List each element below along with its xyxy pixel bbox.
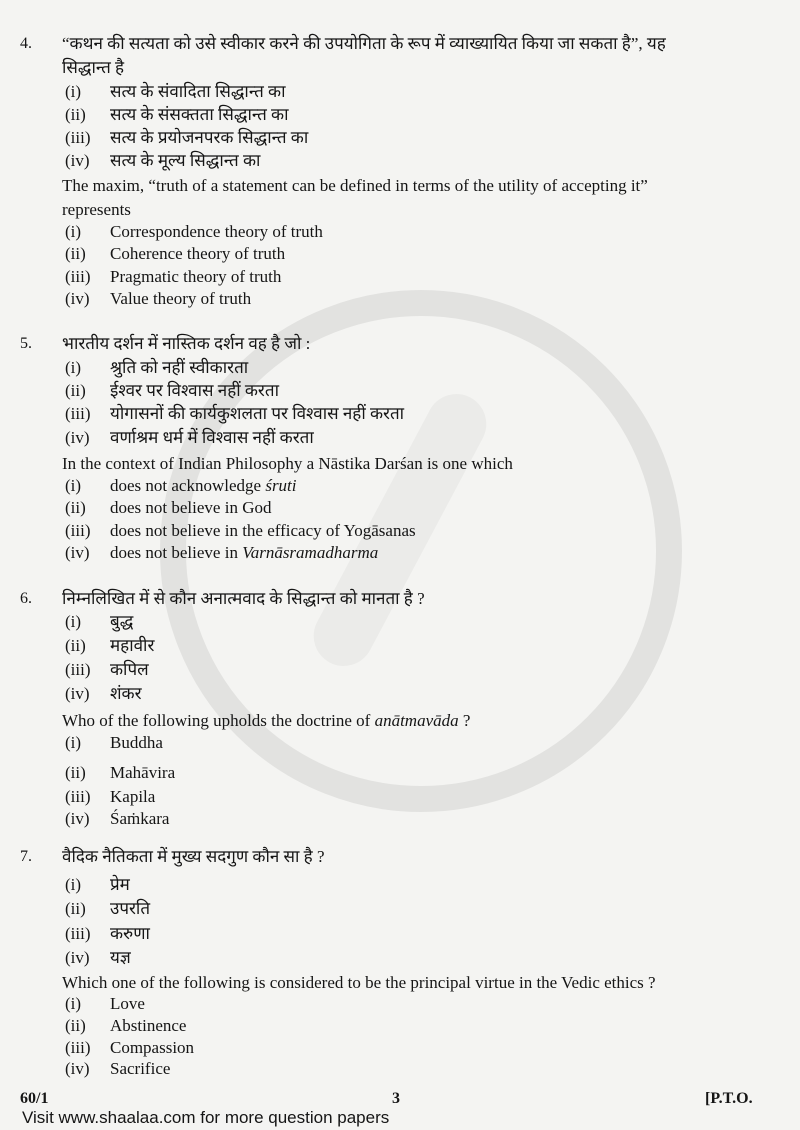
- option-text-hindi: उपरति: [110, 899, 151, 918]
- question-number: 6.: [20, 590, 32, 607]
- option-text-english: Value theory of truth: [110, 289, 252, 308]
- option-label: (ii): [65, 1016, 86, 1035]
- option-label: (ii): [65, 105, 86, 124]
- option-label: (iii): [65, 1038, 91, 1057]
- paper-code: 60/1: [20, 1090, 49, 1107]
- option-label: (iii): [65, 128, 91, 147]
- question-text-hindi: “कथन की सत्यता को उसे स्वीकार करने की उपयोगिता के रूप में व्याख्यायित किया जा सकता है”, यह: [62, 34, 666, 53]
- option-label: (i): [65, 994, 82, 1013]
- visit-link[interactable]: Visit www.shaalaa.com for more question papers: [22, 1108, 390, 1127]
- option-label: (i): [65, 358, 82, 377]
- option-text-english: Compassion: [110, 1038, 195, 1057]
- option-label: (i): [65, 612, 82, 631]
- option-text-hindi: कपिल: [110, 660, 149, 679]
- page-number: 3: [392, 1090, 400, 1107]
- option-label: (iii): [65, 924, 91, 943]
- option-text-english: does not believe in Varnāsramadharma: [110, 543, 379, 562]
- question-number: 7.: [20, 848, 32, 865]
- option-label: (ii): [65, 899, 86, 918]
- option-text-english: Śaṁkara: [110, 809, 170, 828]
- option-text-hindi: यज्ञ: [110, 948, 131, 967]
- option-label: (iv): [65, 1059, 90, 1078]
- question-text-english: In the context of Indian Philosophy a Nāstika Darśan is one which: [62, 454, 513, 473]
- option-text-hindi: सत्य के प्रयोजनपरक सिद्धान्त का: [110, 128, 309, 147]
- question-text-english: Who of the following upholds the doctrine of anātmavāda ?: [62, 711, 471, 730]
- option-text-english: Mahāvira: [110, 763, 176, 782]
- option-label: (iii): [65, 787, 91, 806]
- option-text-english: does not believe in God: [110, 498, 272, 517]
- option-label: (ii): [65, 636, 86, 655]
- option-label: (i): [65, 476, 82, 495]
- option-label: (iii): [65, 660, 91, 679]
- option-text-hindi: वर्णाश्रम धर्म में विश्वास नहीं करता: [110, 428, 314, 447]
- option-label: (i): [65, 222, 82, 241]
- option-label: (iv): [65, 948, 90, 967]
- option-label: (ii): [65, 381, 86, 400]
- question-text-english: The maxim, “truth of a statement can be defined in terms of the utility of accepting it”: [62, 176, 648, 195]
- question-text-hindi: वैदिक नैतिकता में मुख्य सदगुण कौन सा है ?: [62, 847, 325, 866]
- option-text-hindi: सत्य के संसक्तता सिद्धान्त का: [110, 105, 289, 124]
- option-text-english: Coherence theory of truth: [110, 244, 286, 263]
- option-label: (iv): [65, 151, 90, 170]
- option-text-hindi: ईश्वर पर विश्वास नहीं करता: [110, 381, 279, 400]
- question-text-hindi: निम्नलिखित में से कौन अनात्मवाद के सिद्धान्त को मानता है ?: [62, 589, 425, 608]
- option-label: (iii): [65, 521, 91, 540]
- question-number: 5.: [20, 335, 32, 352]
- option-text-hindi: श्रुति को नहीं स्वीकारता: [110, 358, 249, 377]
- option-text-hindi: बुद्ध: [110, 612, 134, 631]
- option-label: (i): [65, 733, 82, 752]
- option-label: (i): [65, 82, 82, 101]
- option-text-english: Love: [110, 994, 145, 1013]
- option-label: (ii): [65, 763, 86, 782]
- option-text-english: Buddha: [110, 733, 163, 752]
- option-label: (iii): [65, 267, 91, 286]
- option-text-hindi: शंकर: [110, 684, 142, 703]
- question-text-hindi: सिद्धान्त है: [62, 58, 125, 77]
- option-text-hindi: योगासनों की कार्यकुशलता पर विश्वास नहीं करता: [110, 404, 405, 423]
- option-label: (iv): [65, 289, 90, 308]
- option-text-hindi: महावीर: [110, 636, 155, 655]
- option-text-hindi: सत्य के मूल्य सिद्धान्त का: [110, 151, 261, 170]
- question-text-english: represents: [62, 200, 131, 219]
- option-label: (iv): [65, 428, 90, 447]
- question-number: 4.: [20, 35, 32, 52]
- option-label: (ii): [65, 244, 86, 263]
- option-label: (ii): [65, 498, 86, 517]
- pto-label: [P.T.O.: [705, 1090, 753, 1107]
- question-text-english: Which one of the following is considered to be the principal virtue in the Vedic ethics ?: [62, 973, 656, 992]
- option-label: (i): [65, 875, 82, 894]
- option-text-hindi: करुणा: [110, 924, 150, 943]
- option-text-english: does not believe in the efficacy of Yogāsanas: [110, 521, 416, 540]
- option-text-english: Sacrifice: [110, 1059, 171, 1078]
- option-label: (iii): [65, 404, 91, 423]
- option-text-english: Kapila: [110, 787, 156, 806]
- option-label: (iv): [65, 543, 90, 562]
- option-text-english: does not acknowledge śruti: [110, 476, 297, 495]
- option-text-english: Pragmatic theory of truth: [110, 267, 282, 286]
- option-label: (iv): [65, 684, 90, 703]
- question-text-hindi: भारतीय दर्शन में नास्तिक दर्शन वह है जो :: [62, 334, 311, 353]
- option-text-english: Abstinence: [110, 1016, 187, 1035]
- option-text-english: Correspondence theory of truth: [110, 222, 323, 241]
- option-text-hindi: सत्य के संवादिता सिद्धान्त का: [110, 82, 286, 101]
- option-label: (iv): [65, 809, 90, 828]
- option-text-hindi: प्रेम: [110, 875, 130, 894]
